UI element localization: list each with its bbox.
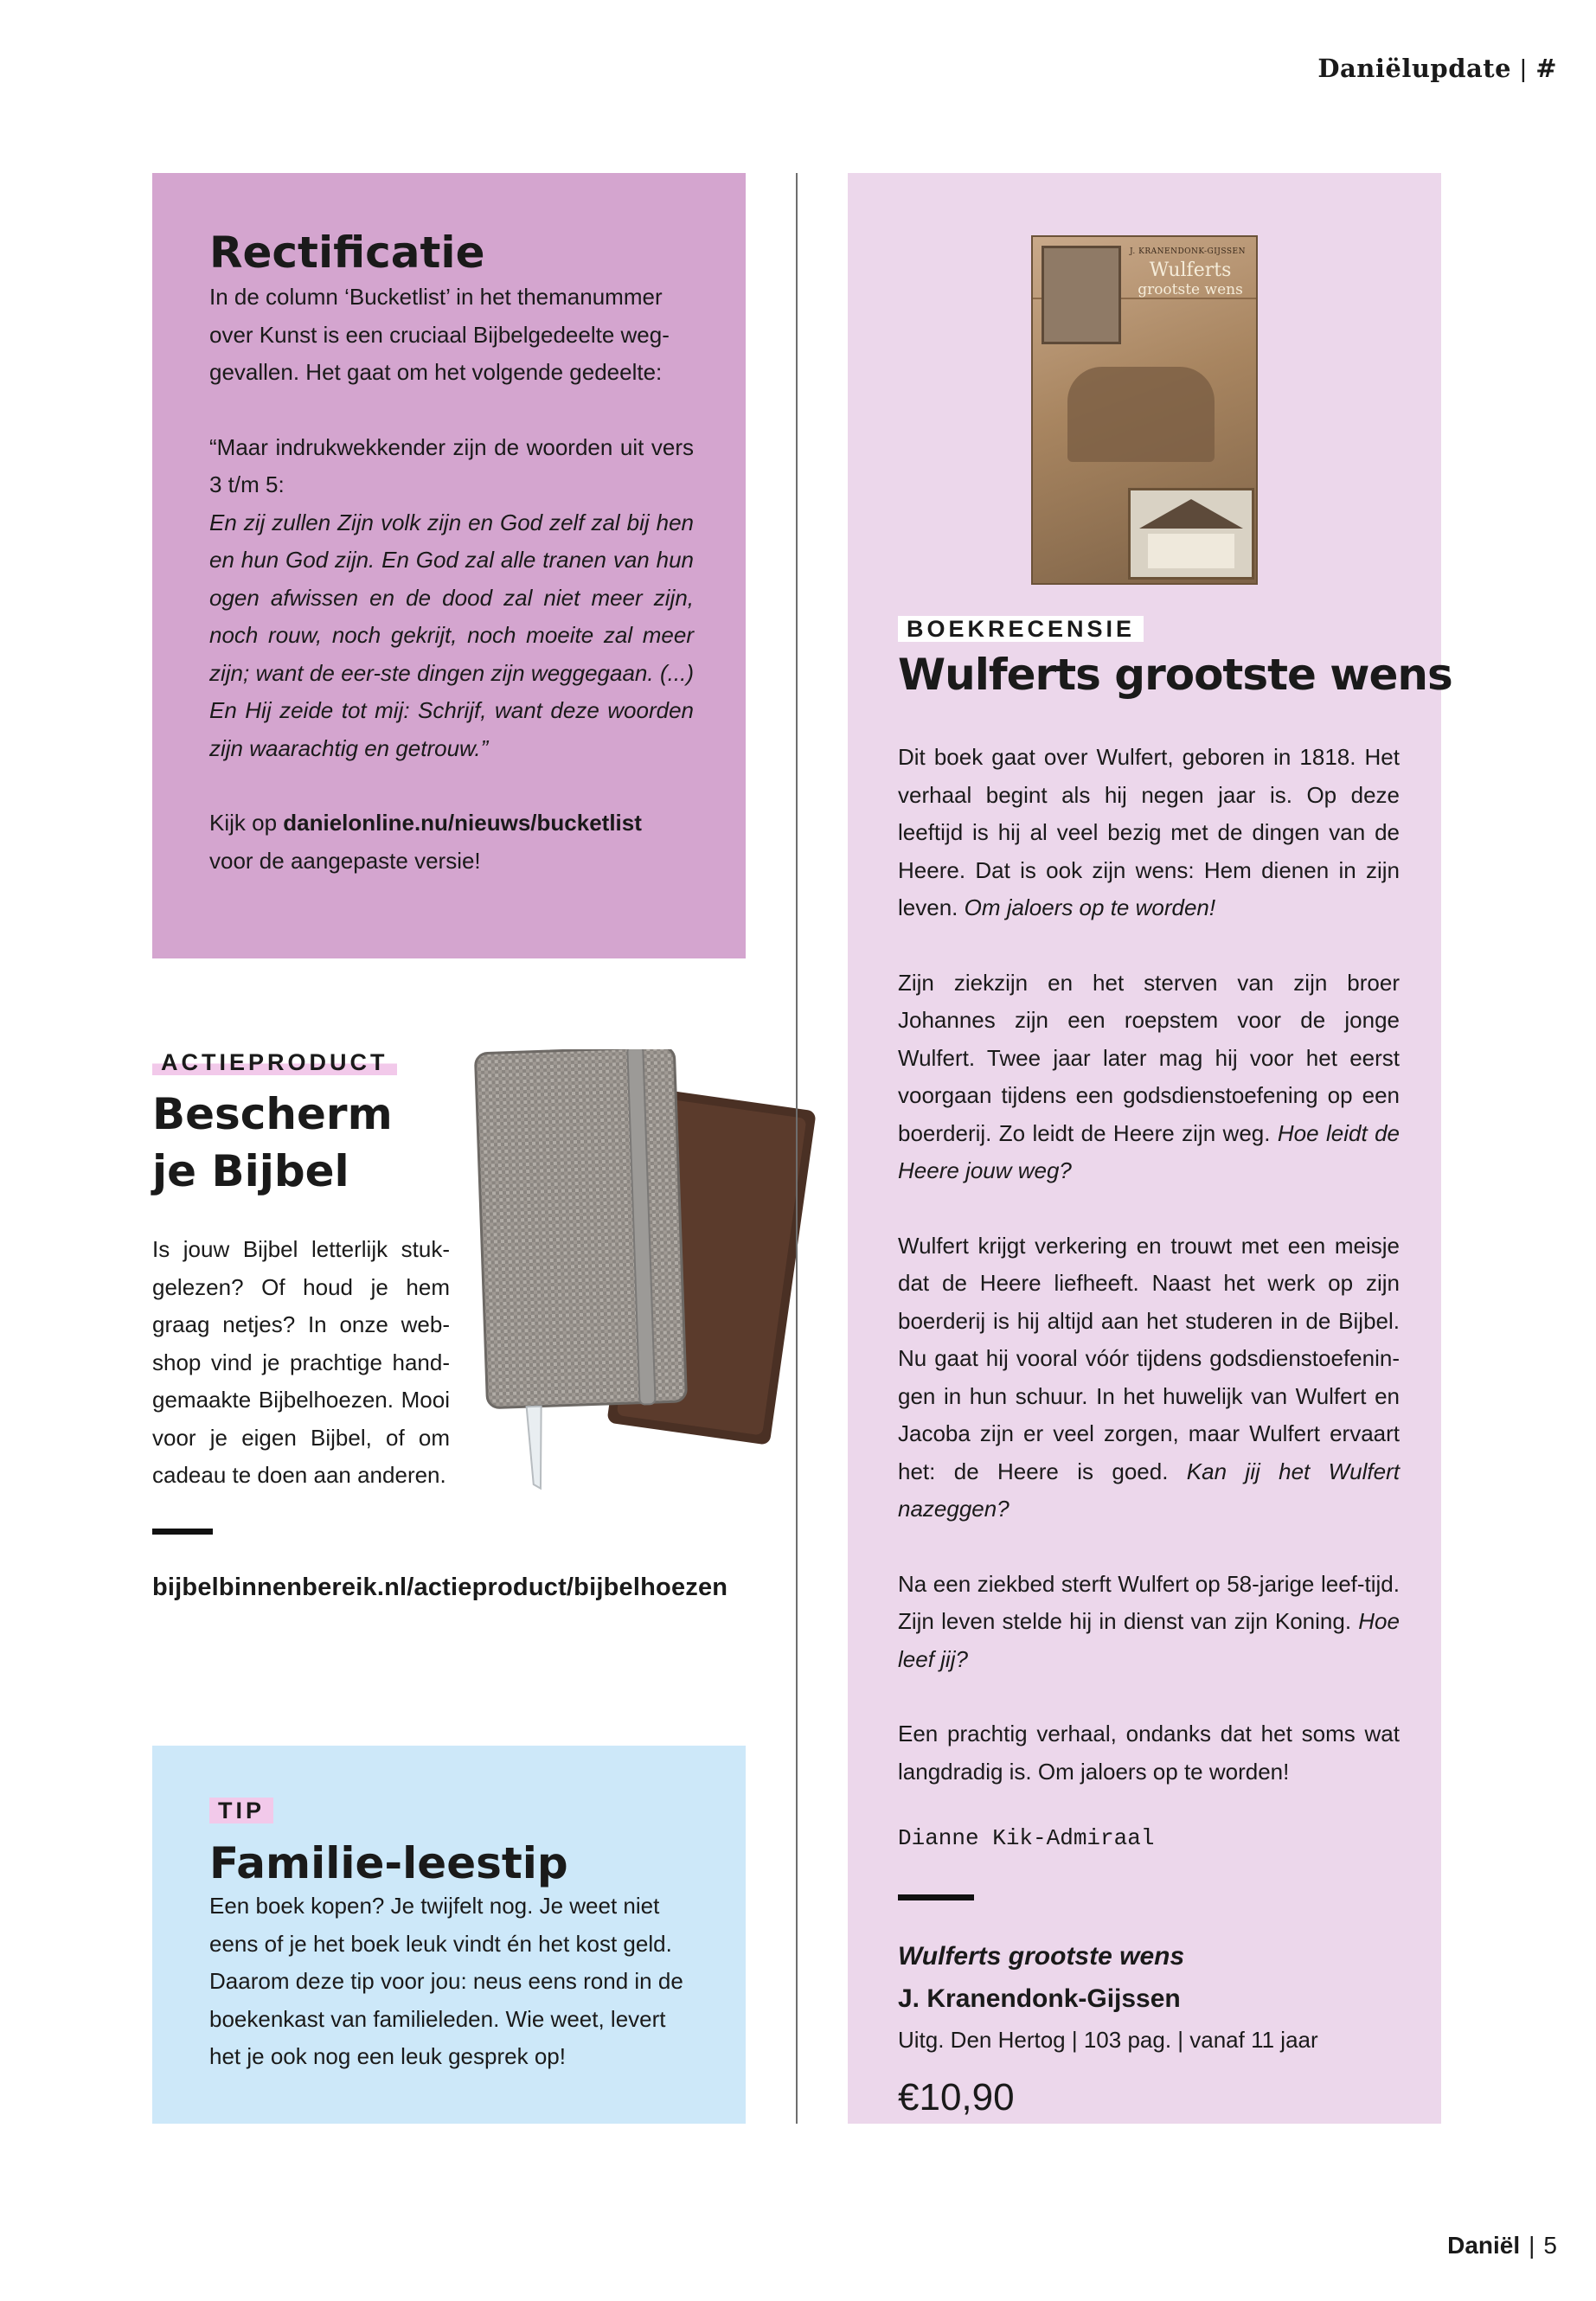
review-title: Wulferts grootste wens — [898, 650, 1452, 700]
rectificatie-link[interactable]: danielonline.nu/nieuws/bucketlist — [283, 810, 642, 836]
review-paragraph-5: Een prachtig verhaal, ondanks dat het soms wat langdradig is. Om jaloers op te worden! — [898, 1721, 1400, 1785]
book-cover-farmhouse — [1128, 488, 1254, 580]
review-p1-text: Dit boek gaat over Wulfert, geboren in 1818. Het verhaal begint als hij negen jaar is. Op deze leeftijd is hij al veel bezig met de dingen van de Heere. Dat is ook zijn wens: Hem dienen in zijn leven. — [898, 744, 1400, 920]
rectificatie-box — [152, 173, 746, 958]
actieproduct-title-line2: je Bijbel — [152, 1146, 349, 1196]
farmhouse-wall — [1148, 534, 1234, 568]
book-cover-title-line1: Wulferts — [1149, 260, 1232, 281]
book-cover-image — [1031, 235, 1258, 585]
actieproduct-section — [152, 1049, 853, 1638]
bible-cover-image — [474, 1049, 820, 1499]
page-number: 5 — [1543, 2232, 1557, 2259]
rectificatie-quote: En zij zullen Zijn volk zijn en God zelf zal bij hen en hun God zijn. En God zal alle tranen van hun ogen afwissen en de dood zal niet meer zijn, noch rouw, noch gekrijt, noch moeite zal meer zijn; want de eer-ste dingen zijn weggegaan. (...) En Hij zeide tot mij: Schrijf, want deze woorden zijn waarachtig en getrouw.” — [209, 509, 694, 761]
rectificatie-text — [209, 279, 694, 880]
actieproduct-tag: ACTIEPRODUCT — [152, 1049, 397, 1075]
farmhouse-roof — [1139, 499, 1243, 529]
book-author: J. Kranendonk-Gijssen — [898, 1984, 1181, 2013]
tip-tag: TIP — [209, 1798, 273, 1823]
review-paragraph-2 — [898, 965, 1400, 1190]
review-p2-text: Zijn ziekzijn en het sterven van zijn broer Johannes zijn een roepstem voor de jonge Wulfert. Twee jaar later mag hij voor het eerst voorgaan tijdens een godsdienstoefening op een boerderij. Zo leidt de Heere zijn weg. — [898, 969, 1400, 1146]
column-divider — [796, 173, 798, 2124]
rectificatie-link-line — [209, 804, 694, 843]
tip-body: Een boek kopen? Je twijfelt nog. Je weet niet eens of je het boek leuk vindt én het kost geld. Daarom deze tip voor jou: neus eens rond in de boekenkast van familieleden. Wie weet, levert het je ook nog een leuk gesprek op! — [209, 1893, 683, 2069]
footer-magazine-name: Daniël — [1447, 2232, 1521, 2259]
review-p2-italic: Hoe leidt de Heere jouw weg? — [898, 1119, 1400, 1183]
review-p3-italic: Kan jij het Wulfert nazeggen? — [898, 1458, 1400, 1522]
reviewer-name: Dianne Kik-Admiraal — [898, 1825, 1155, 1851]
boekrecensie-tag: BOEKRECENSIE — [898, 616, 1144, 642]
review-rule — [898, 1894, 974, 1900]
book-cover-portrait — [1042, 246, 1121, 344]
actieproduct-title — [152, 1086, 393, 1200]
review-p4-italic: Hoe leef jij? — [898, 1608, 1400, 1672]
actieproduct-title-line1: Bescherm — [152, 1089, 393, 1139]
book-cover-title — [1130, 261, 1251, 299]
page-footer — [1447, 2232, 1557, 2259]
review-paragraph-4 — [898, 1566, 1400, 1679]
tip-title: Familie-leestip — [209, 1838, 568, 1888]
actieproduct-link[interactable]: bijbelbinnenbereik.nl/actieproduct/bijbelhoezen — [152, 1574, 728, 1601]
section-mark: # — [1535, 54, 1557, 83]
review-paragraph-1 — [898, 739, 1400, 927]
book-price: €10,90 — [898, 2076, 1015, 2118]
review-p3-text: Wulfert krijgt verkering en trouwt met een meisje dat de Heere liefheeft. Naast het werk op zijn boerderij is hij altijd aan het studeren in de Bijbel. Nu gaat hij vooral vóór tijdens godsdienstoefenin-gen in hun schuur. In het huwelijk van Wulfert en Jacoba zijn er veel zorgen, maar Wulfert ervaart het: de Heere is goed. — [898, 1232, 1400, 1484]
actieproduct-rule — [152, 1529, 213, 1535]
rectificatie-title: Rectificatie — [209, 228, 485, 278]
actieproduct-body: Is jouw Bijbel letterlijk stuk-gelezen? Of houd je hem graag netjes? In onze web-shop vind je prachtige hand-gemaakte Bijbelhoezen. Mooi voor je eigen Bijbel, of om cadeau te doen aan anderen. — [152, 1236, 450, 1488]
review-p4-text: Na een ziekbed sterft Wulfert op 58-jarige leef-tijd. Zijn leven stelde hij in dienst van zijn Koning. — [898, 1570, 1400, 1634]
magazine-section-name: Daniëlupdate — [1317, 54, 1512, 83]
header-separator: | — [1520, 55, 1528, 83]
tip-box — [152, 1746, 746, 2124]
book-meta: Uitg. Den Hertog | 103 pag. | vanaf 11 jaar — [898, 2027, 1318, 2053]
rectificatie-quote-intro: “Maar indrukwekkender zijn de woorden uit vers 3 t/m 5: — [209, 433, 694, 497]
page-header — [1317, 54, 1557, 84]
book-cover-scene — [1067, 367, 1215, 462]
boekrecensie-content — [898, 616, 1452, 2124]
review-paragraph-3 — [898, 1227, 1400, 1529]
rectificatie-link-suffix: voor de aangepaste versie! — [209, 847, 481, 874]
book-cover-author: J. KRANENDONK-GIJSSEN — [1130, 247, 1246, 256]
book-title: Wulferts grootste wens — [898, 1942, 1185, 1971]
review-text — [898, 739, 1400, 1791]
rectificatie-link-prefix: Kijk op — [209, 810, 284, 836]
rectificatie-intro: In de column ‘Bucketlist’ in het themanummer over Kunst is een cruciaal Bijbelgedeelte weg-gevallen. Het gaat om het volgende gedeelte: — [209, 284, 670, 385]
footer-separator: | — [1529, 2232, 1535, 2259]
book-cover-title-line2: grootste wens — [1138, 281, 1243, 298]
review-p1-italic: Om jaloers op te worden! — [964, 894, 1216, 920]
